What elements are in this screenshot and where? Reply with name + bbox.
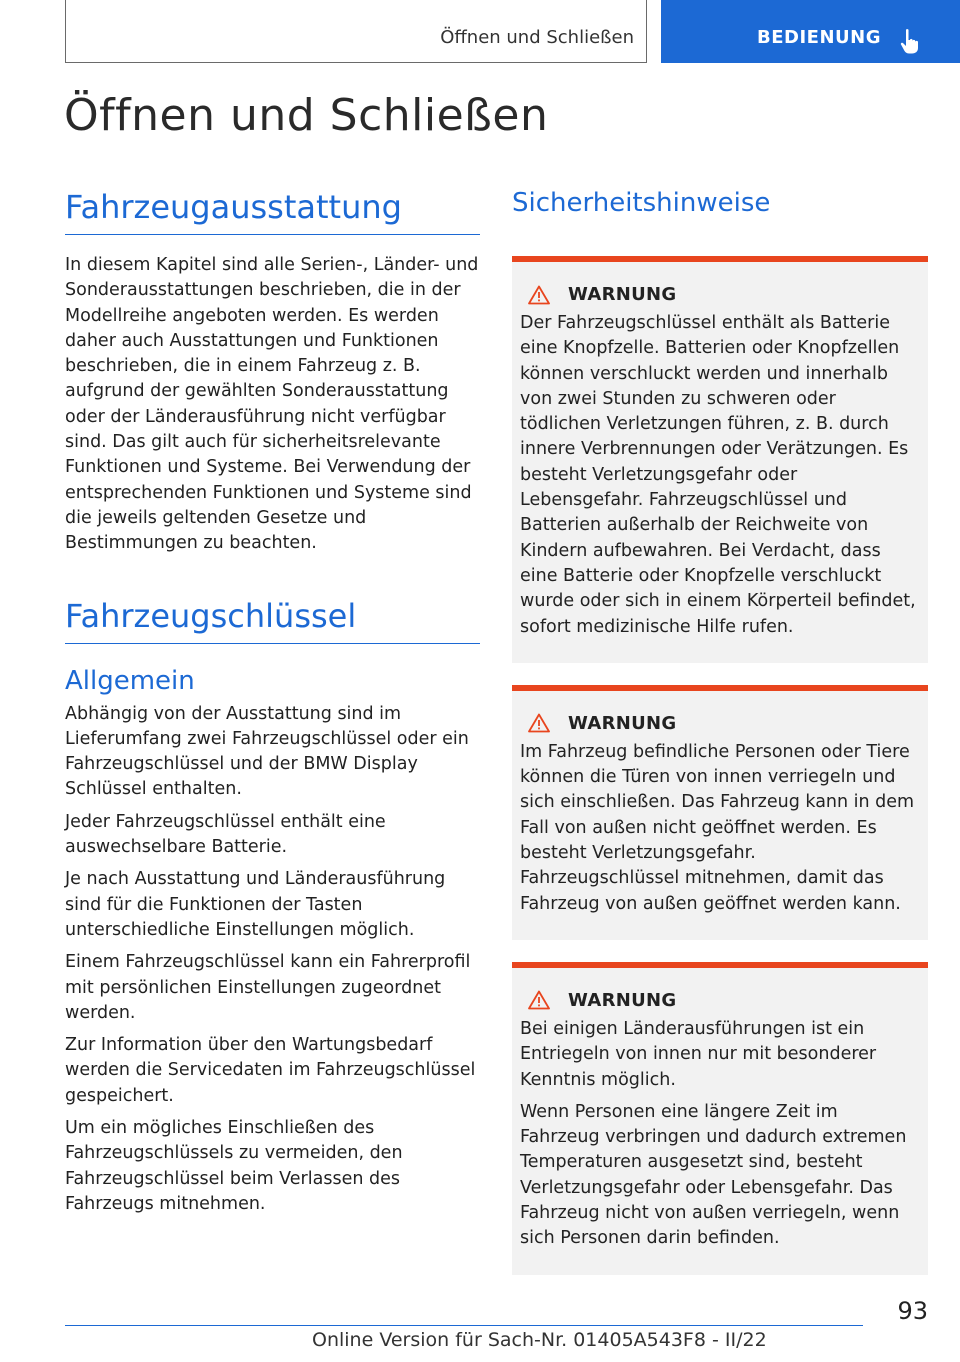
right-column (512, 188, 928, 1297)
warning-text: Im Fahrzeug befindliche Personen oder Tiere können die Türen von innen verriegeln und sich einschließen. Das Fahrzeug kann in dem Fall von außen nicht geöffnet werden. Es besteht Verletzungsgefahr. Fahrzeugschlüssel mitnehmen, damit das Fahrzeug von außen geöffnet werden kann. (520, 741, 915, 914)
heading-fahrzeugschluessel: Fahrzeugschlüssel (65, 597, 480, 644)
paragraph-allgemein-3: Je nach Ausstattung und Länderausführung sind für die Funktionen der Tasten unterschiedliche Einstellungen möglich. (65, 869, 446, 940)
paragraph-allgemein-1: Abhängig von der Ausstattung sind im Lieferumfang zwei Fahrzeugschlüssel oder ein Fahrzeugschlüssel und der BMW Display Schlüssel enthalten. (65, 703, 469, 800)
pointing-hand-icon (899, 28, 921, 54)
warning-triangle-icon (528, 285, 550, 305)
header-chapter-tab[interactable] (661, 0, 960, 63)
warning-text: Der Fahrzeugschlüssel enthält als Batterie eine Knopfzelle. Batterien oder Knopfzellen können verschluckt werden und innerhalb von zwei Stunden zu schweren oder tödlichen Verletzungen führen, z. B. durch innere Verbrennungen oder Verätzungen. Es besteht Verletzungsgefahr oder Lebensgefahr. Fahrzeugschlüssel und Batterien außerhalb der Reichweite von Kindern aufbewahren. Bei Verdacht, dass eine Batterie oder Knopfzelle verschluckt wurde oder sich in einem Körperteil befindet, sofort medizinische Hilfe rufen. (520, 313, 916, 637)
header-chapter-label: BEDIENUNG (757, 27, 881, 48)
warning-triangle-icon (528, 990, 550, 1010)
warning-triangle-icon (528, 713, 550, 733)
warning-header (520, 284, 920, 305)
heading-sicherheitshinweise: Sicherheitshinweise (512, 188, 771, 218)
page-number: 93 (897, 1297, 928, 1325)
paragraph-allgemein-4: Einem Fahrzeugschlüssel kann ein Fahrerprofil mit persönlichen Einstellungen zugeordnet werden. (65, 952, 471, 1023)
paragraph-allgemein-2: Jeder Fahrzeugschlüssel enthält eine auswechselbare Batterie. (65, 811, 386, 858)
warning-box-2 (512, 685, 928, 940)
paragraph-allgemein-6: Um ein mögliches Einschließen des Fahrzeugschlüssels zu vermeiden, den Fahrzeugschlüssel beim Verlassen des Fahrzeugs mitnehmen. (65, 1118, 403, 1214)
header-section-title: Öffnen und Schließen (440, 27, 634, 48)
footer-version-text: Online Version für Sach-Nr. 01405A543F8 - II/22 (312, 1329, 767, 1351)
header-section-box (65, 0, 647, 63)
footer-divider (65, 1325, 863, 1326)
warning-header (520, 713, 920, 734)
warning-box-3 (512, 962, 928, 1275)
heading-fahrzeugausstattung: Fahrzeugausstattung (65, 188, 480, 235)
subheading-allgemein: Allgemein (65, 665, 195, 696)
warning-text: Bei einigen Länderausführungen ist ein Entriegeln von innen nur mit besonderer Kenntnis möglich. (520, 1018, 877, 1090)
page-title: Öffnen und Schließen (64, 90, 549, 141)
paragraph-fahrzeugausstattung: In diesem Kapitel sind alle Serien-, Länder- und Sonderausstattungen beschrieben, die in der Modellreihe angeboten werden. Es werden daher auch Ausstattungen und Funktionen beschrieben, die in einem Fahrzeug z. B. aufgrund der gewählten Sonderausstattung oder der Länderausführung nicht verfügbar sind. Das gilt auch für sicherheitsrelevante Funktionen und Systeme. Bei Verwendung der entsprechenden Funktionen und Systeme sind die jeweils geltenden Gesetze und Bestimmungen zu beachten. (65, 255, 479, 554)
warning-text: Wenn Personen eine längere Zeit im Fahrzeug verbringen und dadurch extremen Temperaturen ausgesetzt sind, besteht Verletzungsgefahr oder Lebensgefahr. Das Fahrzeug nicht von außen verriegeln, wenn sich Personen darin befinden. (520, 1101, 907, 1249)
warning-header (520, 990, 920, 1011)
left-column (65, 188, 480, 1224)
warning-title: WARNUNG (568, 989, 677, 1011)
warning-title: WARNUNG (568, 712, 677, 734)
warning-title: WARNUNG (568, 284, 677, 305)
warning-box-1 (512, 256, 928, 663)
paragraph-allgemein-5: Zur Information über den Wartungsbedarf werden die Servicedaten im Fahrzeugschlüssel gespeichert. (65, 1035, 476, 1106)
